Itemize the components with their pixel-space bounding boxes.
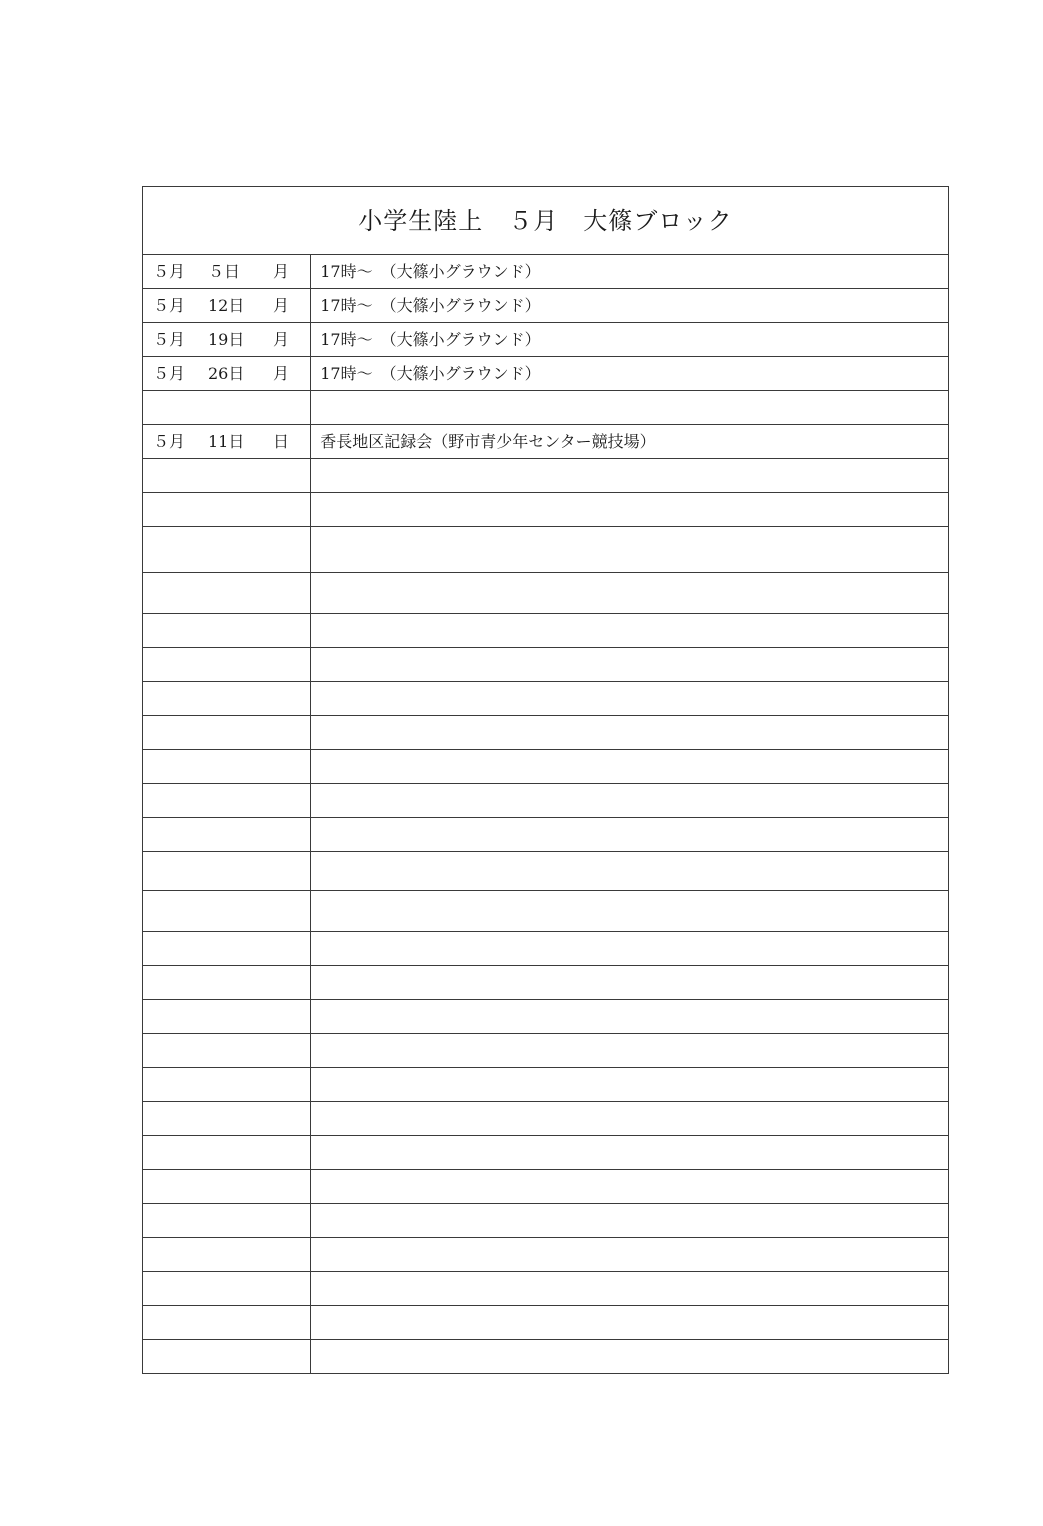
blank-date-cell (143, 1000, 311, 1034)
blank-date-cell (143, 1340, 311, 1374)
weekday-text: 日 (273, 431, 290, 451)
blank-event-cell (311, 1238, 949, 1272)
blank-date-cell (143, 493, 311, 527)
blank-date-cell (143, 716, 311, 750)
date-cell (143, 391, 311, 425)
blank-row (143, 527, 949, 573)
event-cell: 17時～ （大篠小グラウンド） (311, 289, 949, 323)
blank-row (143, 1204, 949, 1238)
weekday-text: 月 (273, 295, 290, 315)
blank-date-cell (143, 818, 311, 852)
blank-event-cell (311, 750, 949, 784)
weekday-text: 月 (273, 261, 290, 281)
blank-date-cell (143, 784, 311, 818)
blank-row (143, 1102, 949, 1136)
blank-row (143, 1340, 949, 1374)
day-text: 26日 (208, 363, 245, 383)
date-cell (143, 289, 311, 323)
blank-event-cell (311, 1306, 949, 1340)
blank-date-cell (143, 1102, 311, 1136)
blank-date-cell (143, 1034, 311, 1068)
blank-row (143, 682, 949, 716)
blank-row (143, 716, 949, 750)
table-row (143, 289, 949, 323)
blank-date-cell (143, 932, 311, 966)
table-row (143, 255, 949, 289)
month-text: ５月 (153, 363, 186, 383)
blank-event-cell (311, 891, 949, 932)
blank-event-cell (311, 1272, 949, 1306)
blank-date-cell (143, 1068, 311, 1102)
schedule-table-body (143, 187, 949, 1374)
blank-row (143, 493, 949, 527)
day-text: 19日 (208, 329, 245, 349)
blank-row (143, 1272, 949, 1306)
blank-event-cell (311, 682, 949, 716)
table-row (143, 323, 949, 357)
blank-row (143, 1170, 949, 1204)
blank-event-cell (311, 573, 949, 614)
blank-row (143, 932, 949, 966)
blank-row (143, 1000, 949, 1034)
weekday-text: 月 (273, 329, 290, 349)
blank-row (143, 573, 949, 614)
blank-event-cell (311, 966, 949, 1000)
blank-event-cell (311, 1136, 949, 1170)
blank-date-cell (143, 527, 311, 573)
blank-event-cell (311, 852, 949, 891)
date-cell (143, 255, 311, 289)
blank-row (143, 784, 949, 818)
blank-row (143, 1238, 949, 1272)
blank-row (143, 459, 949, 493)
blank-row (143, 1306, 949, 1340)
day-text: 11日 (208, 431, 245, 451)
date-cell (143, 357, 311, 391)
blank-date-cell (143, 891, 311, 932)
blank-date-cell (143, 966, 311, 1000)
day-text: ５日 (208, 261, 241, 281)
title-row (143, 187, 949, 255)
blank-event-cell (311, 784, 949, 818)
blank-event-cell (311, 1170, 949, 1204)
blank-event-cell (311, 1204, 949, 1238)
blank-event-cell (311, 1340, 949, 1374)
blank-date-cell (143, 614, 311, 648)
blank-date-cell (143, 1272, 311, 1306)
weekday-text: 月 (273, 363, 290, 383)
blank-date-cell (143, 459, 311, 493)
date-cell (143, 425, 311, 459)
page-title: 小学生陸上 ５月 大篠ブロック (143, 187, 949, 255)
blank-event-cell (311, 716, 949, 750)
blank-date-cell (143, 1136, 311, 1170)
blank-event-cell (311, 648, 949, 682)
blank-event-cell (311, 1068, 949, 1102)
blank-date-cell (143, 1238, 311, 1272)
blank-row (143, 648, 949, 682)
blank-event-cell (311, 527, 949, 573)
blank-event-cell (311, 1102, 949, 1136)
blank-row (143, 1136, 949, 1170)
schedule-table (142, 186, 949, 1374)
blank-date-cell (143, 573, 311, 614)
blank-date-cell (143, 1204, 311, 1238)
blank-event-cell (311, 1034, 949, 1068)
blank-date-cell (143, 1306, 311, 1340)
month-text: ５月 (153, 329, 186, 349)
month-text: ５月 (153, 431, 186, 451)
month-text: ５月 (153, 261, 186, 281)
event-cell (311, 391, 949, 425)
blank-event-cell (311, 818, 949, 852)
blank-event-cell (311, 932, 949, 966)
event-cell: 17時～ （大篠小グラウンド） (311, 255, 949, 289)
blank-event-cell (311, 493, 949, 527)
event-cell: 17時～ （大篠小グラウンド） (311, 357, 949, 391)
blank-row (143, 891, 949, 932)
blank-date-cell (143, 648, 311, 682)
blank-date-cell (143, 750, 311, 784)
blank-event-cell (311, 459, 949, 493)
day-text: 12日 (208, 295, 245, 315)
table-row (143, 425, 949, 459)
blank-date-cell (143, 852, 311, 891)
event-cell: 17時～ （大篠小グラウンド） (311, 323, 949, 357)
blank-event-cell (311, 1000, 949, 1034)
month-text: ５月 (153, 295, 186, 315)
blank-row (143, 852, 949, 891)
blank-row (143, 750, 949, 784)
date-cell (143, 323, 311, 357)
event-cell: 香長地区記録会（野市青少年センター競技場） (311, 425, 949, 459)
blank-row (143, 1034, 949, 1068)
blank-row (143, 614, 949, 648)
blank-row (143, 1068, 949, 1102)
blank-date-cell (143, 1170, 311, 1204)
blank-event-cell (311, 614, 949, 648)
blank-date-cell (143, 682, 311, 716)
blank-row (143, 966, 949, 1000)
table-row (143, 391, 949, 425)
table-row (143, 357, 949, 391)
blank-row (143, 818, 949, 852)
